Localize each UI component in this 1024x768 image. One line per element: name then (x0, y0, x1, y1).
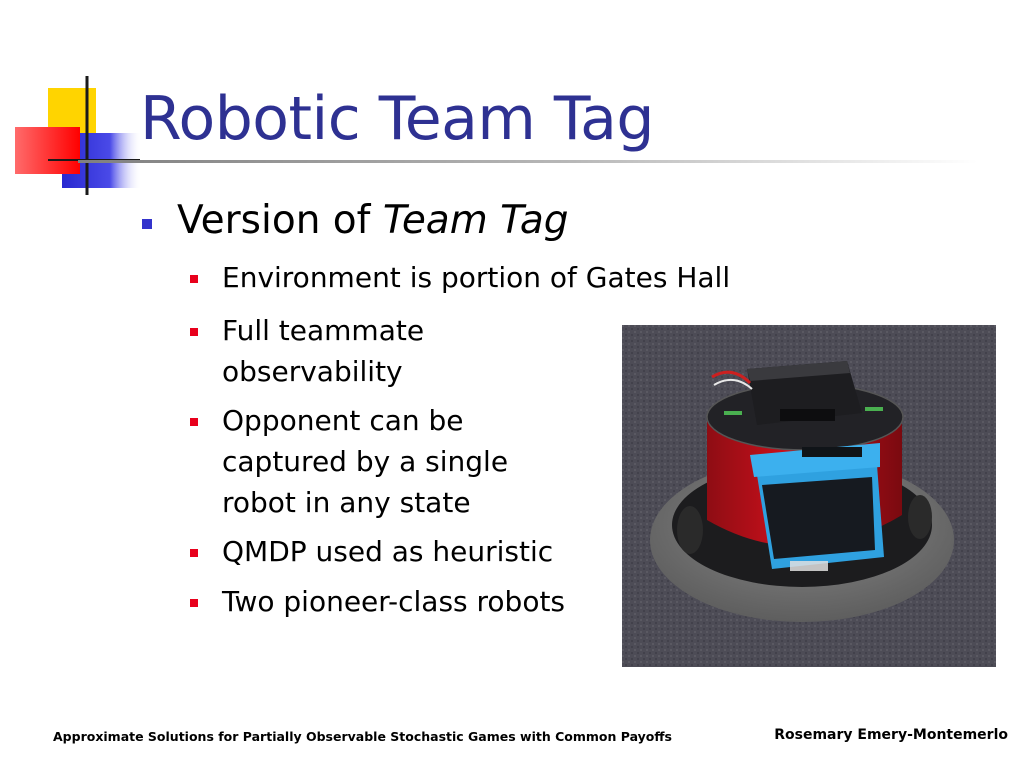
robot-photo (622, 325, 996, 667)
sub-bullet-line: Opponent can be (222, 404, 464, 437)
colored-squares-decoration (0, 0, 150, 200)
sub-bullet-marker (190, 328, 198, 336)
robot-icon (622, 325, 996, 667)
footer-author: Rosemary Emery-Montemerlo (774, 727, 1008, 743)
sub-bullet-line: observability (222, 355, 403, 388)
sub-bullet-marker (190, 599, 198, 607)
main-bullet (177, 198, 568, 243)
title-underline (78, 160, 978, 163)
sub-bullet-line: captured by a single (222, 445, 509, 478)
sub-bullet-line: Full teammate (222, 314, 425, 347)
sub-bullet-text (222, 581, 565, 622)
sub-bullet-text (222, 257, 730, 298)
footer-presentation-title: Approximate Solutions for Partially Observable Stochastic Games with Common Payoffs (53, 729, 672, 744)
bullet-marker (142, 219, 152, 229)
main-bullet-prefix: Version of (177, 198, 383, 243)
slide-title: Robotic Team Tag (140, 84, 654, 154)
sub-bullet-line: QMDP used as heuristic (222, 535, 554, 568)
sub-bullet-marker (190, 549, 198, 557)
sub-bullet-line: robot in any state (222, 486, 471, 519)
sub-bullet-text (222, 310, 424, 392)
sub-bullet-text (222, 531, 553, 572)
sub-bullet-marker (190, 418, 198, 426)
main-bullet-emphasis: Team Tag (382, 198, 569, 243)
sub-bullet-marker (190, 275, 198, 283)
sub-bullet-text (222, 400, 508, 523)
sub-bullet-line: Two pioneer-class robots (222, 585, 566, 618)
sub-bullet-line: Environment is portion of Gates Hall (222, 261, 731, 294)
